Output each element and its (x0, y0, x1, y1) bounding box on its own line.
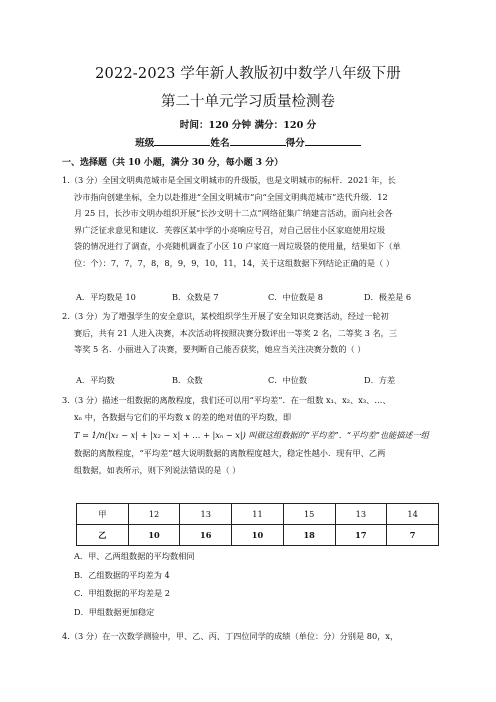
question-line: 数据的离散程度，“平均差”越大说明数据的离散程度越大，稳定性越小．现有甲、乙两 (74, 448, 386, 458)
option-a[interactable]: A．甲、乙两组数据的平均数相同 (74, 551, 195, 561)
table-cell: 15 (283, 504, 335, 525)
score-label: 得分 (285, 138, 305, 149)
option-d[interactable]: D．极差是 6 (364, 292, 412, 302)
question-line: 月 25 日，长沙市文明办组织开展“长沙文明十二点”网络征集广纳建言活动，面向社会各 (74, 208, 393, 218)
class-label: 班级 (135, 138, 155, 149)
option-c[interactable]: C．甲组数据的平均差是 2 (74, 588, 170, 598)
option-a[interactable]: A．平均数是 10 (76, 292, 136, 302)
question-line: 赛后，共有 21 人进入决赛，本次活动将按照决赛分数评出一等奖 2 名，二等奖 3 名，三 (74, 327, 398, 338)
question-3-options (62, 548, 440, 620)
table-cell: 10 (128, 525, 180, 546)
table-cell: 13 (335, 504, 387, 525)
option-d[interactable]: D．甲组数据更加稳定 (74, 606, 155, 617)
table-row (77, 525, 439, 546)
table-cell: 18 (283, 525, 335, 546)
exam-title: 2022-2023 学年新人教版初中数学八年级下册 (95, 66, 401, 82)
question-line: 3.（3 分）描述一组数据的离散程度，我们还可以用“平均差”．在一组数 x₁、x₂、x₃、…、 (62, 395, 391, 405)
option-c[interactable]: C．中位数 (268, 375, 308, 385)
question-line: 沙市指向创建坐标，全力以赴推进“全国文明城市”向“全国文明典范城市”迭代升级．12 (74, 191, 388, 202)
table-cell: 乙 (77, 525, 129, 546)
question-line: 等奖 5 名．小丽进入了决赛，要判断自己能否获奖，她应当关注决赛分数的（ ） (74, 344, 366, 354)
table-cell: 7 (387, 525, 439, 546)
formula-line: T = 1/n(|x₁ − x| + |x₂ − x| + … + |xₙ − x|) 叫做这组数据的“平均差”．“平均差”也能描述一组 (74, 430, 429, 440)
question-3 (62, 392, 440, 478)
question-2-options (76, 375, 446, 386)
option-b[interactable]: B．乙组数据的平均差为 4 (74, 569, 170, 580)
question-4 (62, 628, 440, 645)
question-1 (62, 172, 440, 271)
data-table (76, 503, 439, 546)
name-label: 姓名 (210, 138, 230, 149)
question-line: 1.（3 分）全国文明典范城市是全国文明城市的升级版，也是文明城市的标杆．2021 年，长 (62, 175, 396, 185)
table-cell: 14 (387, 504, 439, 525)
time-and-score-info: 时间：120 分钟 满分：120 分 (179, 120, 317, 131)
question-2 (62, 308, 440, 358)
exam-subtitle: 第二十单元学习质量检测卷 (161, 94, 335, 110)
question-line: 界广泛征求意见和建议．芙蓉区某中学的小亮响应号召，对自己居住小区家庭使用垃圾 (74, 224, 386, 235)
table-cell: 10 (232, 525, 284, 546)
question-line: 组数据，如表所示，则下列说法错误的是（ ） (74, 464, 241, 475)
table-cell: 17 (335, 525, 387, 546)
table-cell: 13 (180, 504, 232, 525)
table-cell: 11 (232, 504, 284, 525)
name-blank[interactable] (230, 135, 286, 146)
student-info-fields (0, 135, 496, 149)
option-b[interactable]: B．众数 (172, 375, 203, 385)
question-line: 位：个）：7，7，7，8，8，9，9，10，11，14，关于这组数据下列结论正确的是（ ） (74, 257, 395, 268)
option-d[interactable]: D．方差 (364, 375, 396, 385)
option-a[interactable]: A．平均数 (76, 375, 115, 385)
table-cell: 甲 (77, 504, 129, 525)
option-c[interactable]: C．中位数是 8 (268, 292, 324, 302)
section-heading: 一、选择题（共 10 小题，满分 30 分，每小题 3 分） (62, 158, 284, 168)
option-b[interactable]: B．众数是 7 (172, 292, 219, 302)
question-line: 袋的情况进行了调查，小亮随机调查了小区 10 户家庭一周垃圾袋的使用量，结果如下（单 (74, 241, 401, 251)
score-blank[interactable] (305, 135, 361, 146)
question-line: 2.（3 分）为了增强学生的安全意识，某校组织学生开展了安全知识竞赛活动，经过一轮初 (62, 311, 389, 321)
table-cell: 16 (180, 525, 232, 546)
table-row (77, 504, 439, 525)
question-line: 4.（3 分）在一次数学测验中，甲、乙、丙、丁四位同学的成绩（单位：分）分别是 80，x， (62, 631, 399, 641)
question-1-options (76, 292, 446, 303)
question-line: xₙ 中，各数据与它们的平均数 x 的差的绝对值的平均数，即 (74, 411, 292, 422)
class-blank[interactable] (154, 135, 210, 146)
table-cell: 12 (128, 504, 180, 525)
